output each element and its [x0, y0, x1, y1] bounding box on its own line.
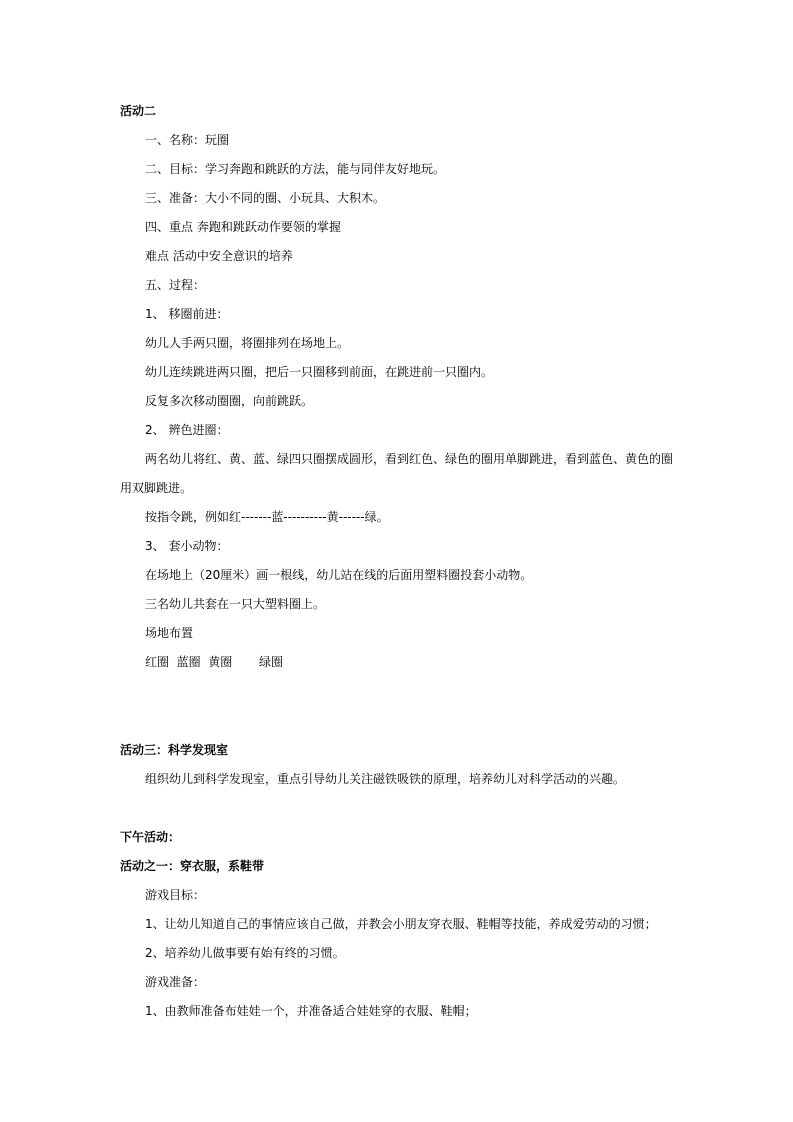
game-goal-title: 游戏目标：: [145, 888, 206, 902]
activity2-goal: 二、目标：学习奔跑和跳跃的方法，能与同伴友好地玩。: [145, 162, 446, 176]
activity3-heading: 活动三：科学发现室: [120, 743, 229, 757]
step3-line2: 三名幼儿共套在一只大塑料圈上。: [145, 597, 326, 611]
activity2-name: 一、名称：玩圈: [145, 133, 230, 147]
activity2-heading: 活动二: [120, 104, 157, 118]
venue-title: 场地布置: [145, 626, 194, 640]
activity2-key-point: 四、重点 奔跑和跳跃动作要领的掌握: [145, 220, 341, 234]
activity2-prep: 三、准备：大小不同的圈、小玩具、大积木。: [145, 191, 386, 205]
game-prep-1: 1、由教师准备布娃娃一个，并准备适合娃娃穿的衣服、鞋帽；: [145, 1004, 477, 1018]
step2-title: 2、 辨色进圈：: [145, 423, 229, 437]
step1-line3: 反复多次移动圈圈，向前跳跃。: [145, 394, 314, 408]
game-prep-title: 游戏准备：: [145, 975, 206, 989]
step2-line2: 按指令跳，例如红-------蓝----------黄------绿。: [145, 510, 389, 524]
step3-line1: 在场地上（20厘米）画一根线，幼儿站在线的后面用塑料圈投套小动物。: [145, 568, 533, 582]
step3-title: 3、 套小动物：: [145, 539, 229, 553]
step1-title: 1、 移圈前进：: [145, 307, 229, 321]
game-goal-2: 2、培养幼儿做事要有始有终的习惯。: [145, 946, 345, 960]
activity3-text: 组织幼儿到科学发现室，重点引导幼儿关注磁铁吸铁的原理，培养幼儿对科学活动的兴趣。: [145, 772, 626, 786]
activity2-difficulty: 难点 活动中安全意识的培养: [145, 249, 293, 263]
activity2-process-title: 五、过程：: [145, 278, 206, 292]
game-goal-1: 1、让幼儿知道自己的事情应该自己做，并教会小朋友穿衣服、鞋帽等技能，养成爱劳动的习惯；: [145, 917, 657, 931]
step1-line2: 幼儿连续跳进两只圈，把后一只圈移到前面，在跳进前一只圈内。: [145, 365, 494, 379]
afternoon-sub-heading: 活动之一：穿衣服，系鞋带: [120, 859, 265, 873]
step2-line1-cont: 用双脚跳进。: [120, 481, 193, 495]
step2-line1: 两名幼儿将红、黄、蓝、绿四只圈摆成圆形，看到红色、绿色的圈用单脚跳进，看到蓝色、黄色的圈: [145, 452, 674, 466]
step1-line1: 幼儿人手两只圈，将圈排列在场地上。: [145, 336, 350, 350]
venue-rings: 红圈 蓝圈 黄圈 绿圈: [145, 655, 283, 669]
afternoon-heading: 下午活动：: [120, 830, 181, 844]
